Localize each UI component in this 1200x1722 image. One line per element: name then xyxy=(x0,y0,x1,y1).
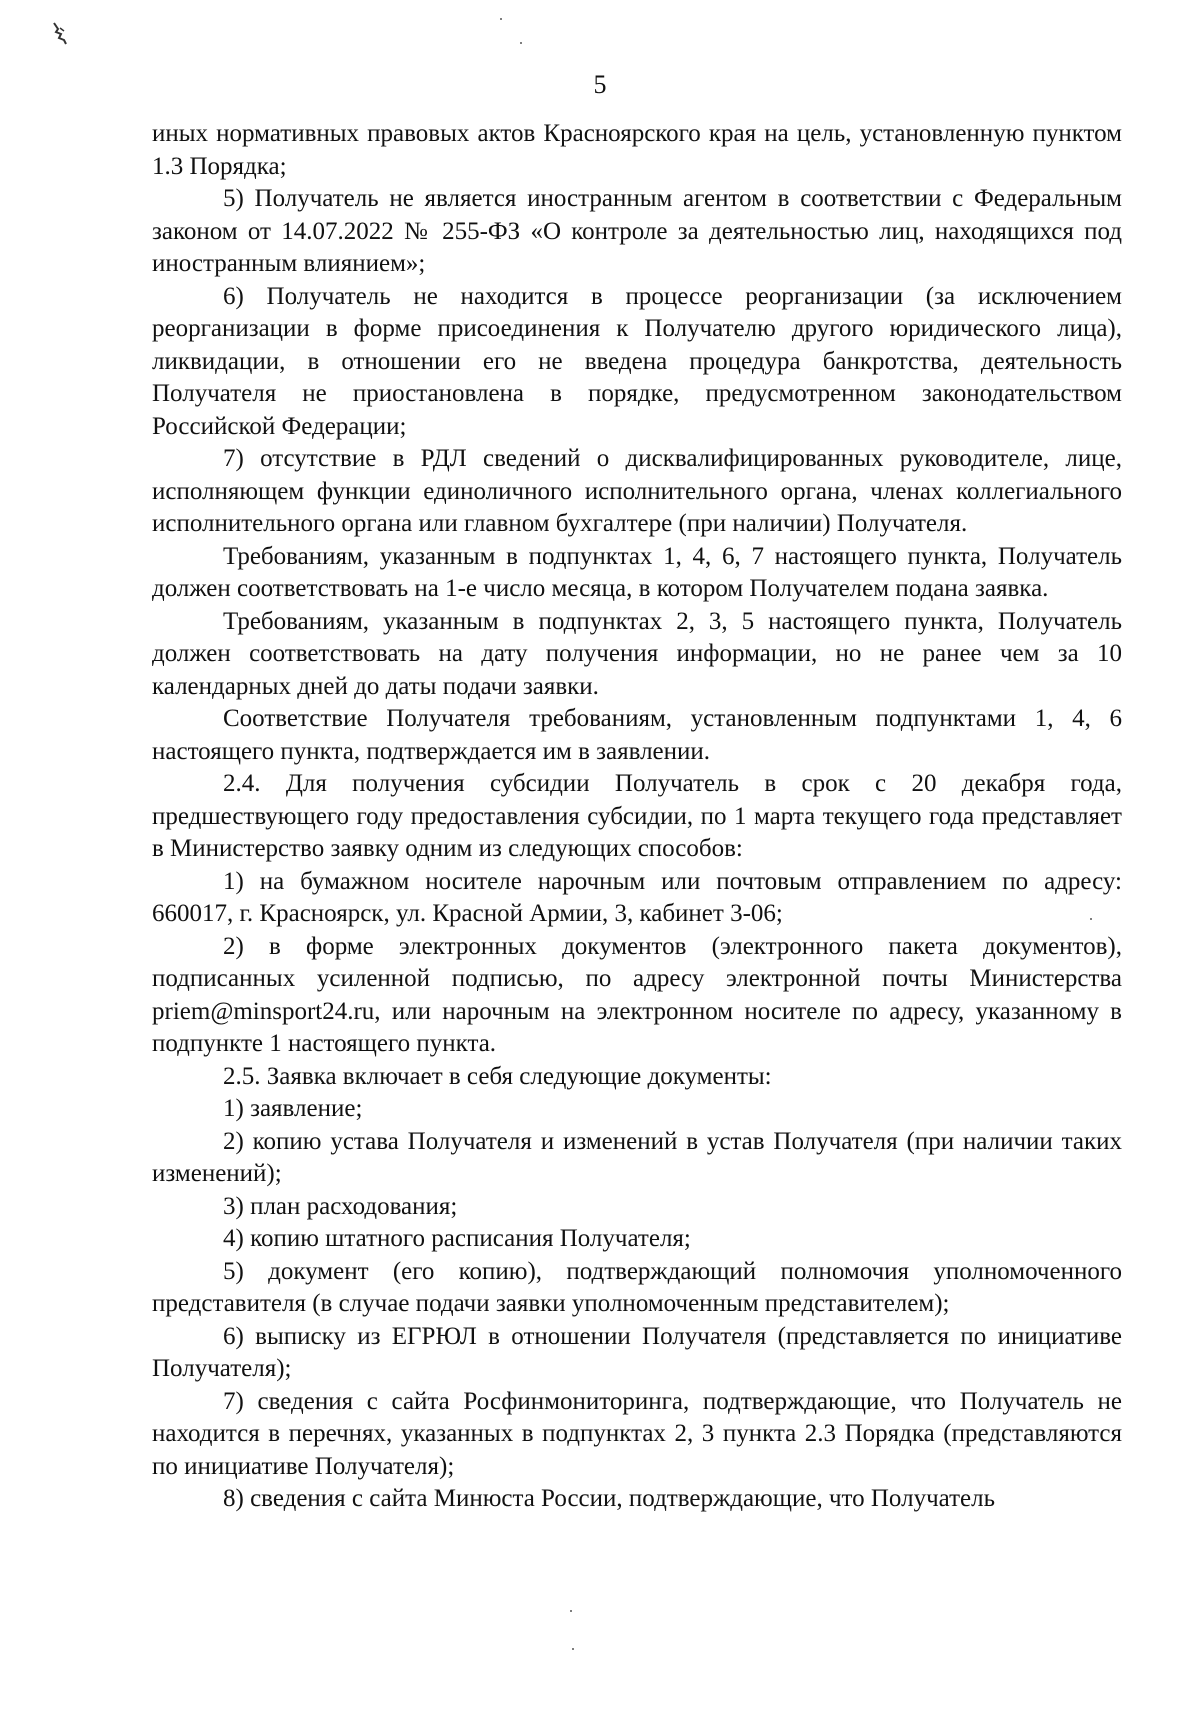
paragraph: 7) отсутствие в РДЛ сведений о дисквалифицированных руководителе, лице, исполняющем функции единоличного исполнительного органа, членах коллегиального исполнительного органа или главном бухгалтере (при наличии) Получателя. xyxy=(152,445,1122,537)
paragraph: 4) копию штатного расписания Получателя; xyxy=(223,1225,691,1252)
paragraph: 1) заявление; xyxy=(223,1095,363,1122)
scan-speck xyxy=(500,18,502,20)
scan-artifact-icon xyxy=(50,20,76,46)
scan-speck xyxy=(520,42,522,44)
paragraph: 6) выписку из ЕГРЮЛ в отношении Получателя (представляется по инициативе Получателя); xyxy=(152,1322,1122,1382)
paragraph: 6) Получатель не находится в процессе реорганизации (за исключением реорганизации в форме присоединения к Получателю другого юридического лица), ликвидации, в отношении его не введена процедура банкротства, деятельность Получателя не приостановлена в порядке, предусмотренном законодательством Российской Федерации; xyxy=(152,282,1122,440)
paragraph: 1) на бумажном носителе нарочным или почтовым отправлением по адресу: 660017, г. Красноярск, ул. Красной Армии, 3, кабинет 3-06; xyxy=(152,867,1122,927)
paragraph: 2.4. Для получения субсидии Получатель в срок с 20 декабря года, предшествующего году предоставления субсидии, по 1 марта текущего года представляет в Министерство заявку одним из следующих способов: xyxy=(152,770,1122,862)
paragraph: 2) в форме электронных документов (электронного пакета документов), подписанных усиленной подписью, по адресу электронной почты Министерства priem@minsport24.ru, или нарочным на электронном носителе по адресу, указанному в подпункте 1 настоящего пункта. xyxy=(152,932,1122,1057)
paragraph: Соответствие Получателя требованиям, установленным подпунктами 1, 4, 6 настоящего пункта, подтверждается им в заявлении. xyxy=(152,705,1122,765)
document-body xyxy=(152,118,1122,1516)
paragraph: 7) сведения с сайта Росфинмониторинга, подтверждающие, что Получатель не находится в перечнях, указанных в подпунктах 2, 3 пункта 2.3 Порядка (представляются по инициативе Получателя); xyxy=(152,1387,1122,1480)
paragraph: 2) копию устава Получателя и изменений в устав Получателя (при наличии таких изменений); xyxy=(152,1127,1122,1187)
scan-speck xyxy=(572,1648,574,1650)
scan-speck xyxy=(570,1610,572,1612)
paragraph: 5) Получатель не является иностранным агентом в соответствии с Федеральным законом от 14.07.2022 № 255-ФЗ «О контроле за деятельностью лиц, находящихся под иностранным влиянием»; xyxy=(152,185,1122,277)
paragraph: 2.5. Заявка включает в себя следующие документы: xyxy=(223,1062,772,1090)
paragraph: Требованиям, указанным в подпунктах 1, 4, 6, 7 настоящего пункта, Получатель должен соответствовать на 1-е число месяца, в котором Получателем подана заявка. xyxy=(152,542,1122,602)
paragraph: иных нормативных правовых актов Красноярского края на цель, установленную пунктом 1.3 Порядка; xyxy=(152,120,1122,180)
paragraph: 5) документ (его копию), подтверждающий полномочия уполномоченного представителя (в случае подачи заявки уполномоченным представителем); xyxy=(152,1257,1122,1317)
paragraph: 8) сведения с сайта Минюста России, подтверждающие, что Получатель xyxy=(223,1485,995,1512)
paragraph: 3) план расходования; xyxy=(223,1192,458,1220)
paragraph: Требованиям, указанным в подпунктах 2, 3, 5 настоящего пункта, Получатель должен соответствовать на дату получения информации, но не ранее чем за 10 календарных дней до даты подачи заявки. xyxy=(152,607,1122,700)
page-number: 5 xyxy=(593,70,607,99)
